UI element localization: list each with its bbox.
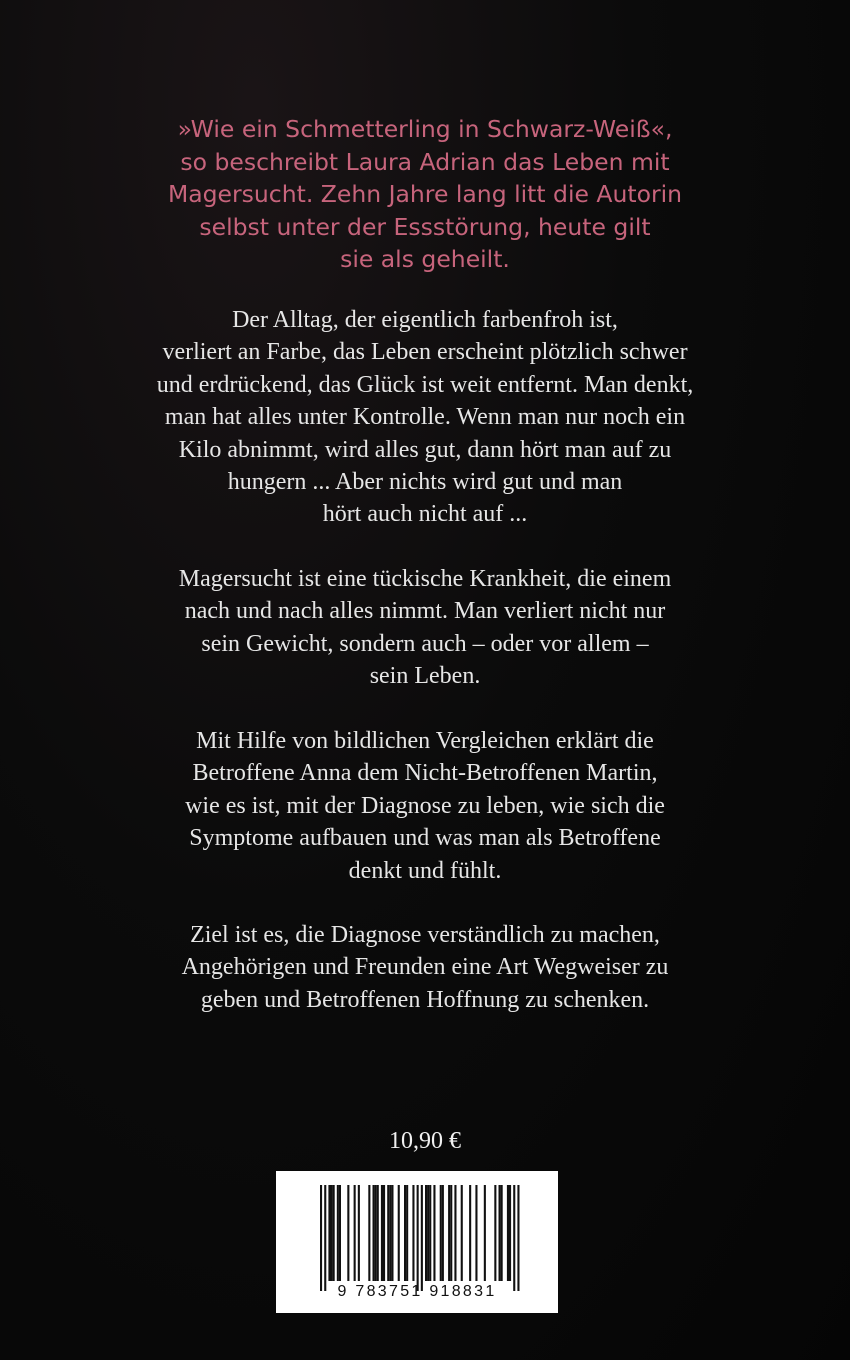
- quote-line: selbst unter der Essstörung, heute gilt: [199, 212, 651, 241]
- blurb-paragraph-4: [75, 919, 775, 1016]
- blurb-paragraph-2: [75, 563, 775, 693]
- barcode-bar: [509, 1185, 511, 1281]
- quote-line: sie als geheilt.: [340, 245, 510, 273]
- barcode-bar: [354, 1185, 356, 1281]
- blurb-line: man hat alles unter Kontrolle. Wenn man nur noch ein: [164, 404, 686, 431]
- barcode-bar: [381, 1185, 383, 1281]
- barcode-bar: [373, 1185, 375, 1281]
- barcode-bar: [333, 1185, 335, 1281]
- barcode-bar: [484, 1185, 486, 1281]
- quote-line: »Wie ein Schmetterling in Schwarz-Weiß«,: [177, 115, 673, 143]
- barcode-bar: [404, 1185, 406, 1281]
- barcode-guard-bar: [417, 1185, 419, 1291]
- pull-quote: [95, 113, 755, 276]
- barcode-bar: [450, 1185, 452, 1281]
- barcode-bar: [406, 1185, 408, 1281]
- blurb-line: Betroffene Anna dem Nicht-Betroffenen Martin,: [192, 760, 658, 787]
- barcode-bar: [398, 1185, 400, 1281]
- barcode-guard-bar: [320, 1185, 322, 1291]
- barcode-bar: [461, 1185, 463, 1281]
- blurb-line: Ziel ist es, die Diagnose verständlich zu machen,: [190, 922, 660, 948]
- barcode-bar: [358, 1185, 360, 1281]
- barcode-bar: [494, 1185, 496, 1281]
- barcode-bar: [387, 1185, 389, 1281]
- blurb-paragraph-3: [75, 725, 775, 887]
- blurb-line: Angehörigen und Freunden eine Art Wegweiser zu: [181, 954, 669, 981]
- quote-line: so beschreibt Laura Adrian das Leben mit: [180, 147, 670, 176]
- barcode-bar: [339, 1185, 341, 1281]
- blurb-line: nach und nach alles nimmt. Man verliert nicht nur: [184, 598, 666, 625]
- blurb-line: hört auch nicht auf ...: [322, 501, 528, 528]
- barcode-guard-bar: [324, 1185, 326, 1291]
- blurb-line: und erdrückend, das Glück ist weit entfernt. Man denkt,: [156, 371, 694, 398]
- barcode-bar: [469, 1185, 471, 1281]
- blurb-paragraph-1: [75, 304, 775, 531]
- barcode-bar: [337, 1185, 339, 1281]
- blurb-line: sein Gewicht, sondern auch – oder vor allem –: [201, 630, 649, 657]
- barcode-guard-bar: [513, 1185, 515, 1291]
- barcode-bar: [391, 1185, 393, 1281]
- blurb-line: wie es ist, mit der Diagnose zu leben, wie sich die: [185, 792, 665, 819]
- barcode-bar: [347, 1185, 349, 1281]
- blurb-line: denkt und fühlt.: [348, 857, 502, 884]
- barcode-bar: [412, 1185, 414, 1281]
- barcode-bar: [454, 1185, 456, 1281]
- barcode-bar: [440, 1185, 442, 1281]
- blurb-line: Mit Hilfe von bildlichen Vergleichen erklärt die: [196, 728, 654, 754]
- blurb-line: Der Alltag, der eigentlich farbenfroh ist,: [232, 307, 618, 333]
- barcode-bar: [429, 1185, 431, 1281]
- quote-line: Magersucht. Zehn Jahre lang litt die Autorin: [167, 180, 683, 208]
- barcode-bar: [433, 1185, 435, 1281]
- barcode-bar: [389, 1185, 391, 1281]
- blurb-line: sein Leben.: [369, 663, 481, 690]
- isbn-digits: 9 783751 918831: [337, 1283, 497, 1300]
- price-label: 10,90 €: [389, 1128, 461, 1154]
- barcode-bar: [375, 1185, 377, 1281]
- barcode-bar: [427, 1185, 429, 1281]
- blurb-line: Kilo abnimmt, wird alles gut, dann hört man auf zu: [178, 436, 672, 463]
- barcode-guard-bar: [421, 1185, 423, 1291]
- blurb-line: hungern ... Aber nichts wird gut und man: [227, 469, 623, 496]
- isbn-barcode: [276, 1171, 558, 1313]
- barcode-bar: [425, 1185, 427, 1281]
- barcode-bar: [475, 1185, 477, 1281]
- barcode-bar: [501, 1185, 503, 1281]
- barcode-bar: [377, 1185, 379, 1281]
- blurb-line: Symptome aufbauen und was man als Betroffene: [189, 825, 661, 852]
- barcode-bar: [368, 1185, 370, 1281]
- blurb-line: Magersucht ist eine tückische Krankheit, die einem: [178, 566, 672, 592]
- barcode-guard-bar: [517, 1185, 519, 1291]
- barcode-bar: [331, 1185, 333, 1281]
- blurb-line: verliert an Farbe, das Leben erscheint plötzlich schwer: [162, 339, 688, 366]
- barcode-bar: [448, 1185, 450, 1281]
- barcode-bar: [499, 1185, 501, 1281]
- barcode-bar: [383, 1185, 385, 1281]
- barcode-bar: [507, 1185, 509, 1281]
- blurb-line: geben und Betroffenen Hoffnung zu schenken.: [200, 986, 650, 1013]
- barcode-bar: [442, 1185, 444, 1281]
- barcode-bar: [328, 1185, 330, 1281]
